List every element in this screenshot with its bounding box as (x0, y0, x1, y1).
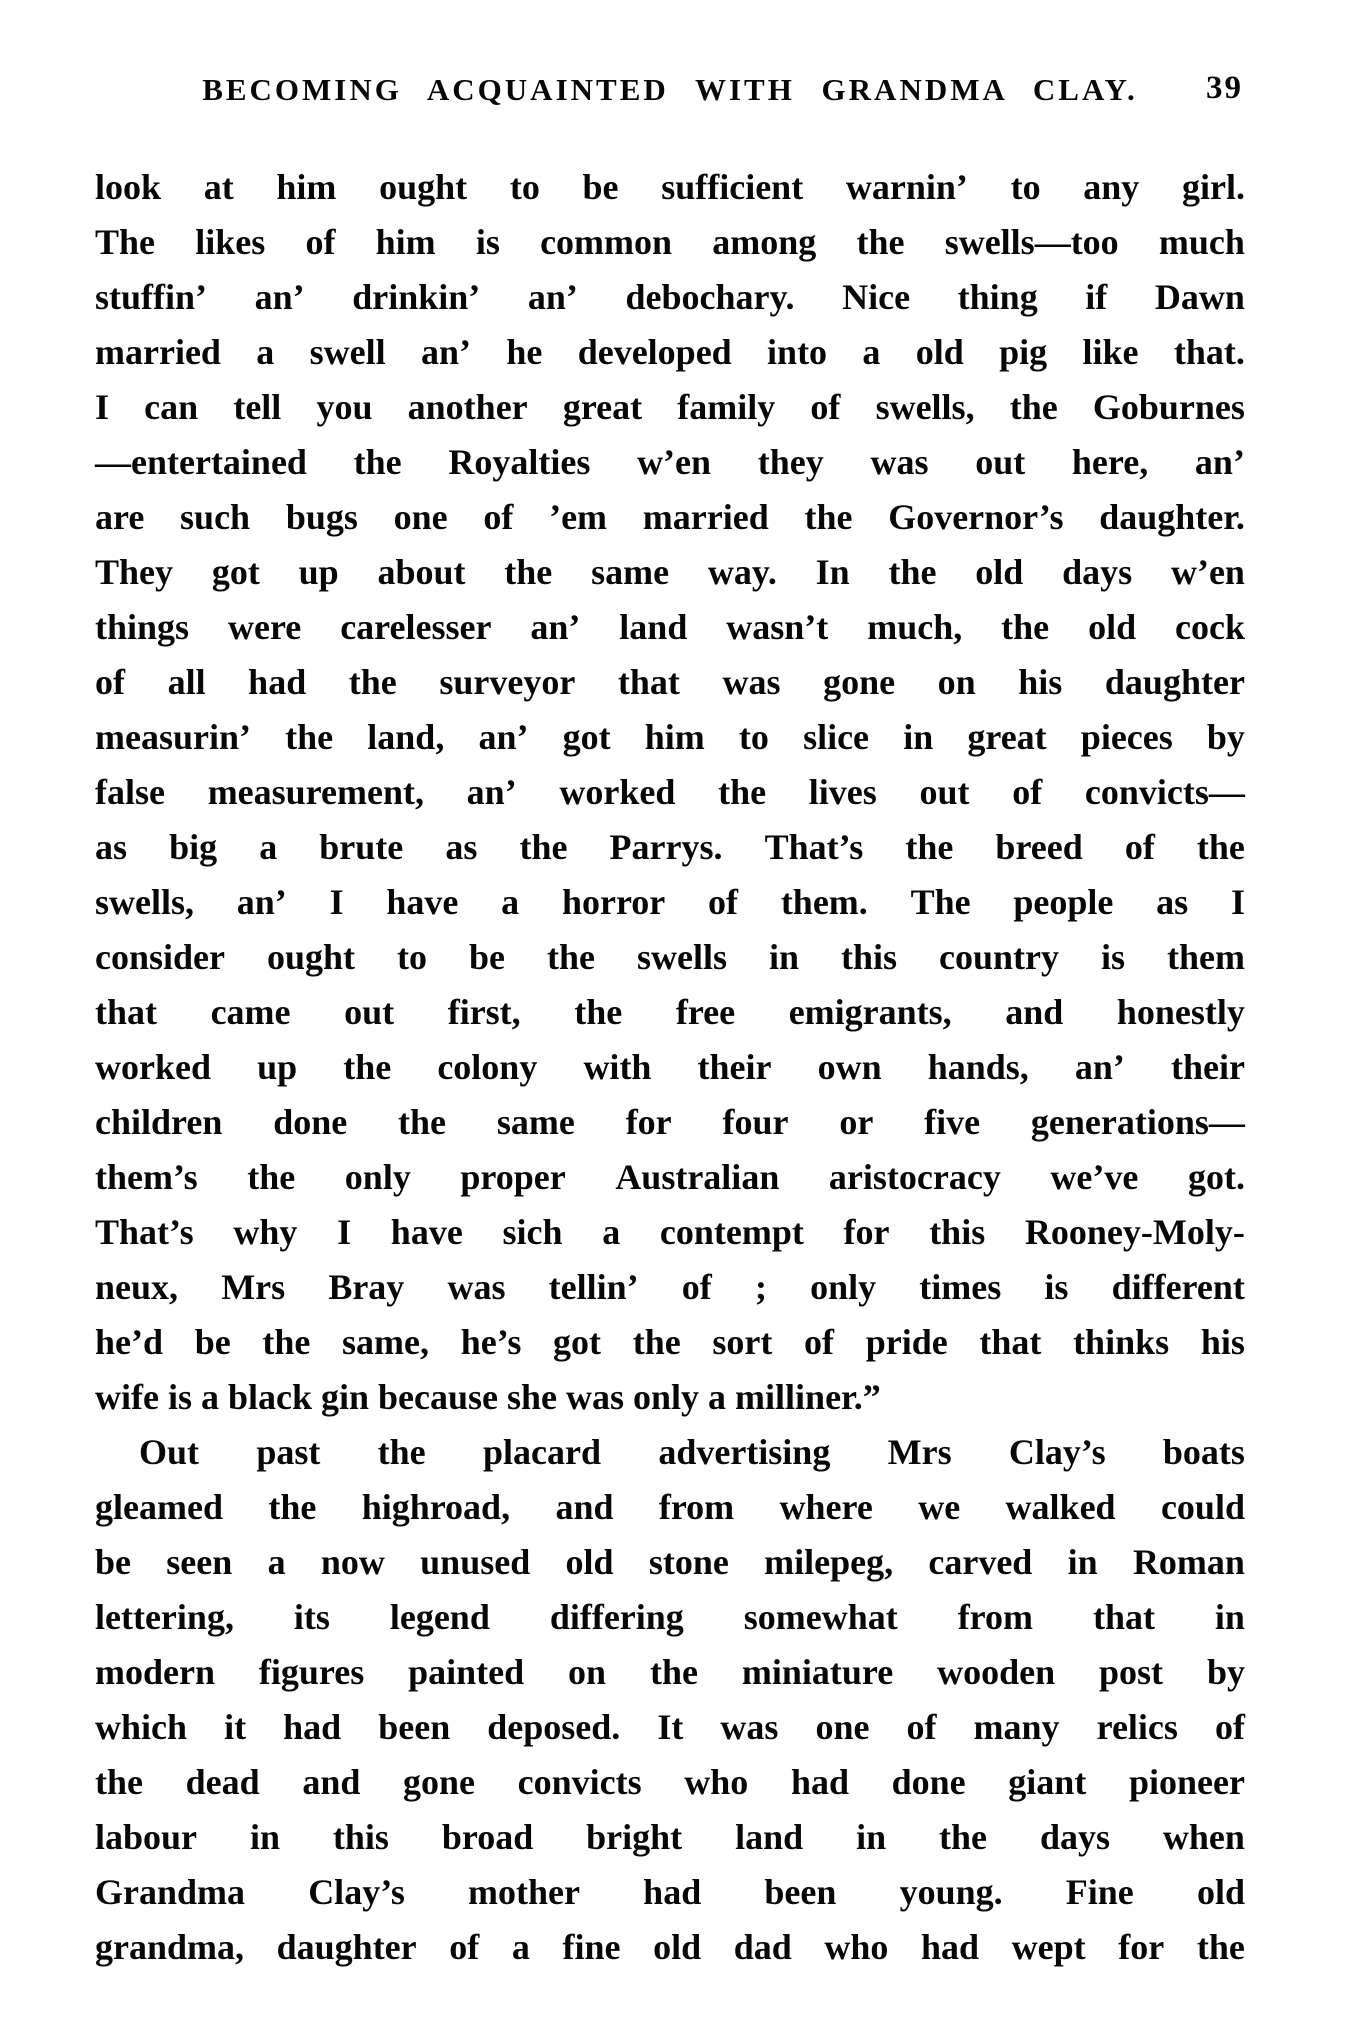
text-line: are such bugs one of ’em married the Governor’s daughter. (95, 497, 1245, 537)
text-line: They got up about the same way. In the old days w’en (95, 552, 1245, 592)
text-line: false measurement, an’ worked the lives out of convicts— (95, 772, 1245, 812)
text-line: the dead and gone convicts who had done giant pioneer (95, 1762, 1245, 1802)
text-line: The likes of him is common among the swells—too much (95, 222, 1245, 262)
text-line: look at him ought to be sufficient warnin’ to any girl. (95, 167, 1245, 207)
text-line: —entertained the Royalties w’en they was out here, an’ (95, 442, 1245, 482)
page-number: 39 (1206, 70, 1243, 106)
text-line: I can tell you another great family of swells, the Goburnes (95, 387, 1245, 427)
text-line: wife is a black gin because she was only a milliner.” (95, 1377, 881, 1417)
text-line: grandma, daughter of a fine old dad who had wept for the (95, 1927, 1245, 1967)
text-line: married a swell an’ he developed into a old pig like that. (95, 332, 1245, 372)
text-line: that came out first, the free emigrants, and honestly (95, 992, 1245, 1032)
text-line: as big a brute as the Parrys. That’s the breed of the (95, 827, 1245, 867)
text-line: them’s the only proper Australian aristocracy we’ve got. (95, 1157, 1245, 1197)
text-line: Grandma Clay’s mother had been young. Fine old (95, 1872, 1245, 1912)
text-line: Out past the placard advertising Mrs Clay’s boats (139, 1432, 1245, 1472)
text-line: worked up the colony with their own hands, an’ their (95, 1047, 1245, 1087)
text-line: gleamed the highroad, and from where we walked could (95, 1487, 1245, 1527)
text-line: be seen a now unused old stone milepeg, carved in Roman (95, 1542, 1245, 1582)
text-line: lettering, its legend differing somewhat from that in (95, 1597, 1245, 1637)
page-body (95, 160, 1245, 1975)
text-line: neux, Mrs Bray was tellin’ of ; only times is different (95, 1267, 1245, 1307)
text-line: he’d be the same, he’s got the sort of pride that thinks his (95, 1322, 1245, 1362)
text-line: stuffin’ an’ drinkin’ an’ debochary. Nice thing if Dawn (95, 277, 1245, 317)
running-header (95, 72, 1245, 112)
text-line: swells, an’ I have a horror of them. The people as I (95, 882, 1245, 922)
header-title: BECOMING ACQUAINTED WITH GRANDMA CLAY. (202, 72, 1138, 107)
text-line: labour in this broad bright land in the days when (95, 1817, 1245, 1857)
text-line: modern figures painted on the miniature wooden post by (95, 1652, 1245, 1692)
text-line: of all had the surveyor that was gone on his daughter (95, 662, 1245, 702)
text-line: That’s why I have sich a contempt for this Rooney-Moly- (95, 1212, 1245, 1252)
text-line: consider ought to be the swells in this country is them (95, 937, 1245, 977)
text-line: children done the same for four or five generations— (95, 1102, 1245, 1142)
text-line: measurin’ the land, an’ got him to slice in great pieces by (95, 717, 1245, 757)
text-line: which it had been deposed. It was one of many relics of (95, 1707, 1245, 1747)
text-line: things were carelesser an’ land wasn’t much, the old cock (95, 607, 1245, 647)
